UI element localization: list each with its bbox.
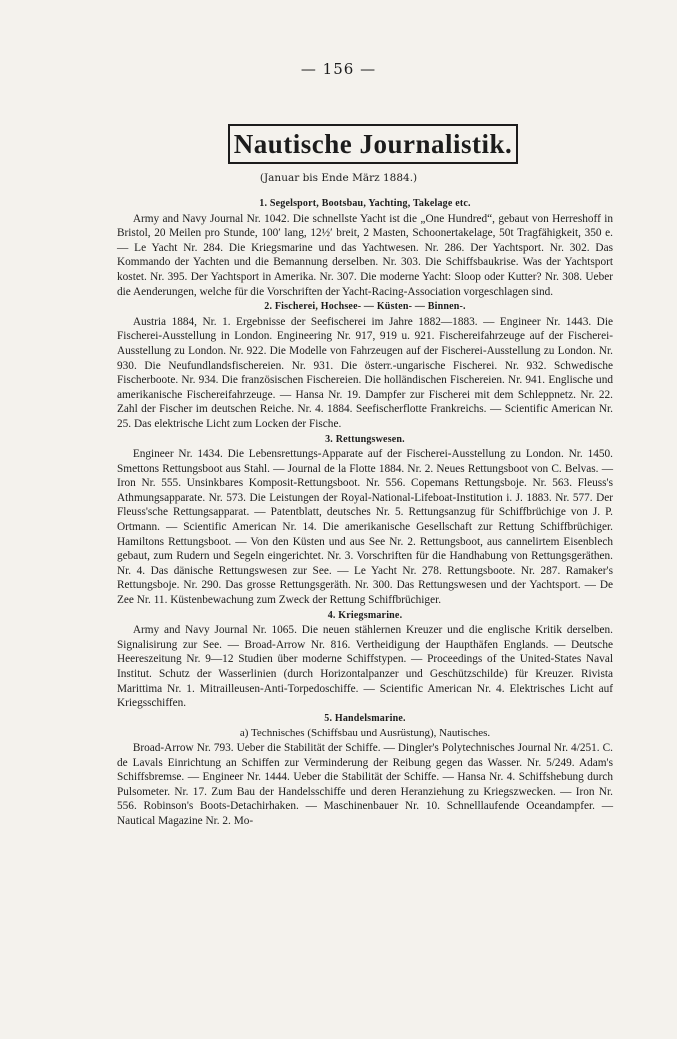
article-body (117, 196, 613, 829)
section-heading: 5. Handelsmarine. (324, 712, 406, 724)
section-rettungswesen (117, 433, 613, 608)
section-text: Engineer Nr. 1434. Die Lebensrettungs-Apparate auf der Fischerei-Ausstellung zu London. Nr. 1450. Smettons Rettungsboot aus Stahl. — Journal de la Flotte 1884. Nr. 2. Neues Rettungsboot von C. Belvas. — Iron Nr. 555. Unsinkbares Komposit-Rettungsboot. Nr. 556. Copemans Rettungsboje. Nr. 563. Fleuss's Athmungsapparate. Nr. 573. Die Leistungen der Royal-National-Lifeboat-Institution i. J. 1883. Nr. 577. Der Fleuss'sche Rettungsapparat. — Patentblatt, deutsches Nr. 5. Rettungsanzug für Schiffbrüchige von J. P. Ortmann. — Scientific American Nr. 14. Die amerikanische Gesellschaft zur Rettung Schiffbrüchiger. Hamiltons Rettungsboot. — Von den Küsten und aus See Nr. 2. Rettungsboot, aus cannelirtem Eisenblech gebaut, zum Rudern und Segeln eingerichtet. Nr. 3. Vorschriften für die Handhabung von Rettungsgeräthen. Nr. 4. Das dänische Rettungswesen zur See. — Le Yacht Nr. 278. Rettungsboote. Nr. 287. Ramaker's Rettungsboje. Nr. 290. Das grosse Rettungsgeräth. Nr. 300. Das Rettungswesen und der Yachtsport. — De Zee Nr. 11. Küstenbewachung zum Zweck der Rettung Schiffbrüchiger. (117, 448, 613, 607)
section-heading: 4. Kriegsmarine. (327, 609, 403, 621)
section-handelsmarine (117, 712, 613, 829)
section-heading: 2. Fischerei, Hochsee- — Küsten- — Binnen-. (264, 301, 466, 313)
section-subheading: a) Technisches (Schiffsbau und Ausrüstung), Nautisches. (239, 727, 491, 740)
section-heading: 3. Rettungswesen. (325, 433, 405, 445)
page-title: Nautische Journalistik. (233, 128, 513, 159)
page-number: — 156 — (300, 60, 377, 78)
section-segelsport (117, 197, 613, 299)
section-text: Army and Navy Journal Nr. 1042. Die schnellste Yacht ist die „One Hundred“, gebaut von Herreshoff in Bristol, 20 Meilen pro Stunde, 100′ lang, 12½′ breit, 2 Masten, Schoonertakelage, 50t Tragfähigkeit, 350 e. — Le Yacht Nr. 284. Die Kriegsmarine und das Yachtwesen. Nr. 286. Der Yachtsport. Nr. 302. Das Kommando der Yachten und die Bemannung derselben. Nr. 303. Die Schiffsbaukrise. Was der Yachtsport kostet. Nr. 395. Der Yachtsport in Amerika. Nr. 307. Die moderne Yacht: Sloop oder Kutter? Nr. 308. Ueber die Aenderungen, welche für die Vorschriften der Yacht-Racing-Association vorgeschlagen sind. (117, 212, 613, 298)
section-heading: 1. Segelsport, Bootsbau, Yachting, Takelage etc. (259, 198, 471, 209)
section-text: Broad-Arrow Nr. 793. Ueber die Stabilität der Schiffe. — Dingler's Polytechnisches Journal Nr. 4/251. C. de Lavals Einrichtung an Schiffen zur Verminderung der Reibung gegen das Wasser. Nr. 5/249. Adam's Schiffsbremse. — Engineer Nr. 1444. Ueber die Stabilität der Schiffe. — Hansa Nr. 4. Schiffshebung durch Pulsometer. Nr. 17. Zum Bau der Handelsschiffe und deren Heranziehung zu Kriegszwecken. — Iron Nr. 556. Robinson's Boots-Detachirhaken. — Maschinenbauer Nr. 10. Schnelllaufende Oceandampfer. — Nautical Magazine Nr. 2. Mo- (117, 741, 613, 827)
date-range-subtitle: (Januar bis Ende März 1884.) (259, 172, 418, 184)
section-text: Army and Navy Journal Nr. 1065. Die neuen stählernen Kreuzer und die englische Kritik derselben. Signalisirung zur See. — Broad-Arrow Nr. 816. Vertheidigung der Haupthäfen Englands. — Deutsche Heereszeitung Nr. 9—12 Studien über moderne Schiffstypen. — Proceedings of the United-States Naval Institut. Schutz der Wasserlinien (durch Horizontalpanzer und Geschützschilde) für Kreuzer. Rivista Marittima Nr. 1. Mitrailleusen-Anti-Torpedoschiffe. — Scientific American Nr. 4. Elektrisches Licht auf Kriegsschiffen. (117, 624, 613, 710)
section-kriegsmarine (117, 609, 613, 711)
section-fischerei (117, 300, 613, 431)
section-text: Austria 1884, Nr. 1. Ergebnisse der Seefischerei im Jahre 1882—1883. — Engineer Nr. 1443. Die Fischerei-Ausstellung in London. Engineering Nr. 917, 919 u. 921. Fischereifahrzeuge auf der Fischerei-Ausstellung zu London. Nr. 922. Die Modelle von Fahrzeugen auf der Fischerei-Ausstellung zu London. Nr. 930. Die Neufundlandsfischereien. Nr. 931. Die österr.-ungarische Fischerei. Nr. 932. Schwedische Fischerboote. Nr. 934. Die französischen Fischereien. Die holländischen Fischereien. Nr. 941. Englische und amerikanische Fischereifahrzeuge. — Hansa Nr. 19. Dampfer zur Fischerei mit dem Schleppnetz. Nr. 22. Zahl der Fischer im deutschen Reiche. Nr. 4. 1884. Seefischerflotte Frankreichs. — Scientific American Nr. 25. Das elektrische Licht zum Locken der Fische. (117, 315, 613, 430)
title-box (228, 124, 518, 164)
